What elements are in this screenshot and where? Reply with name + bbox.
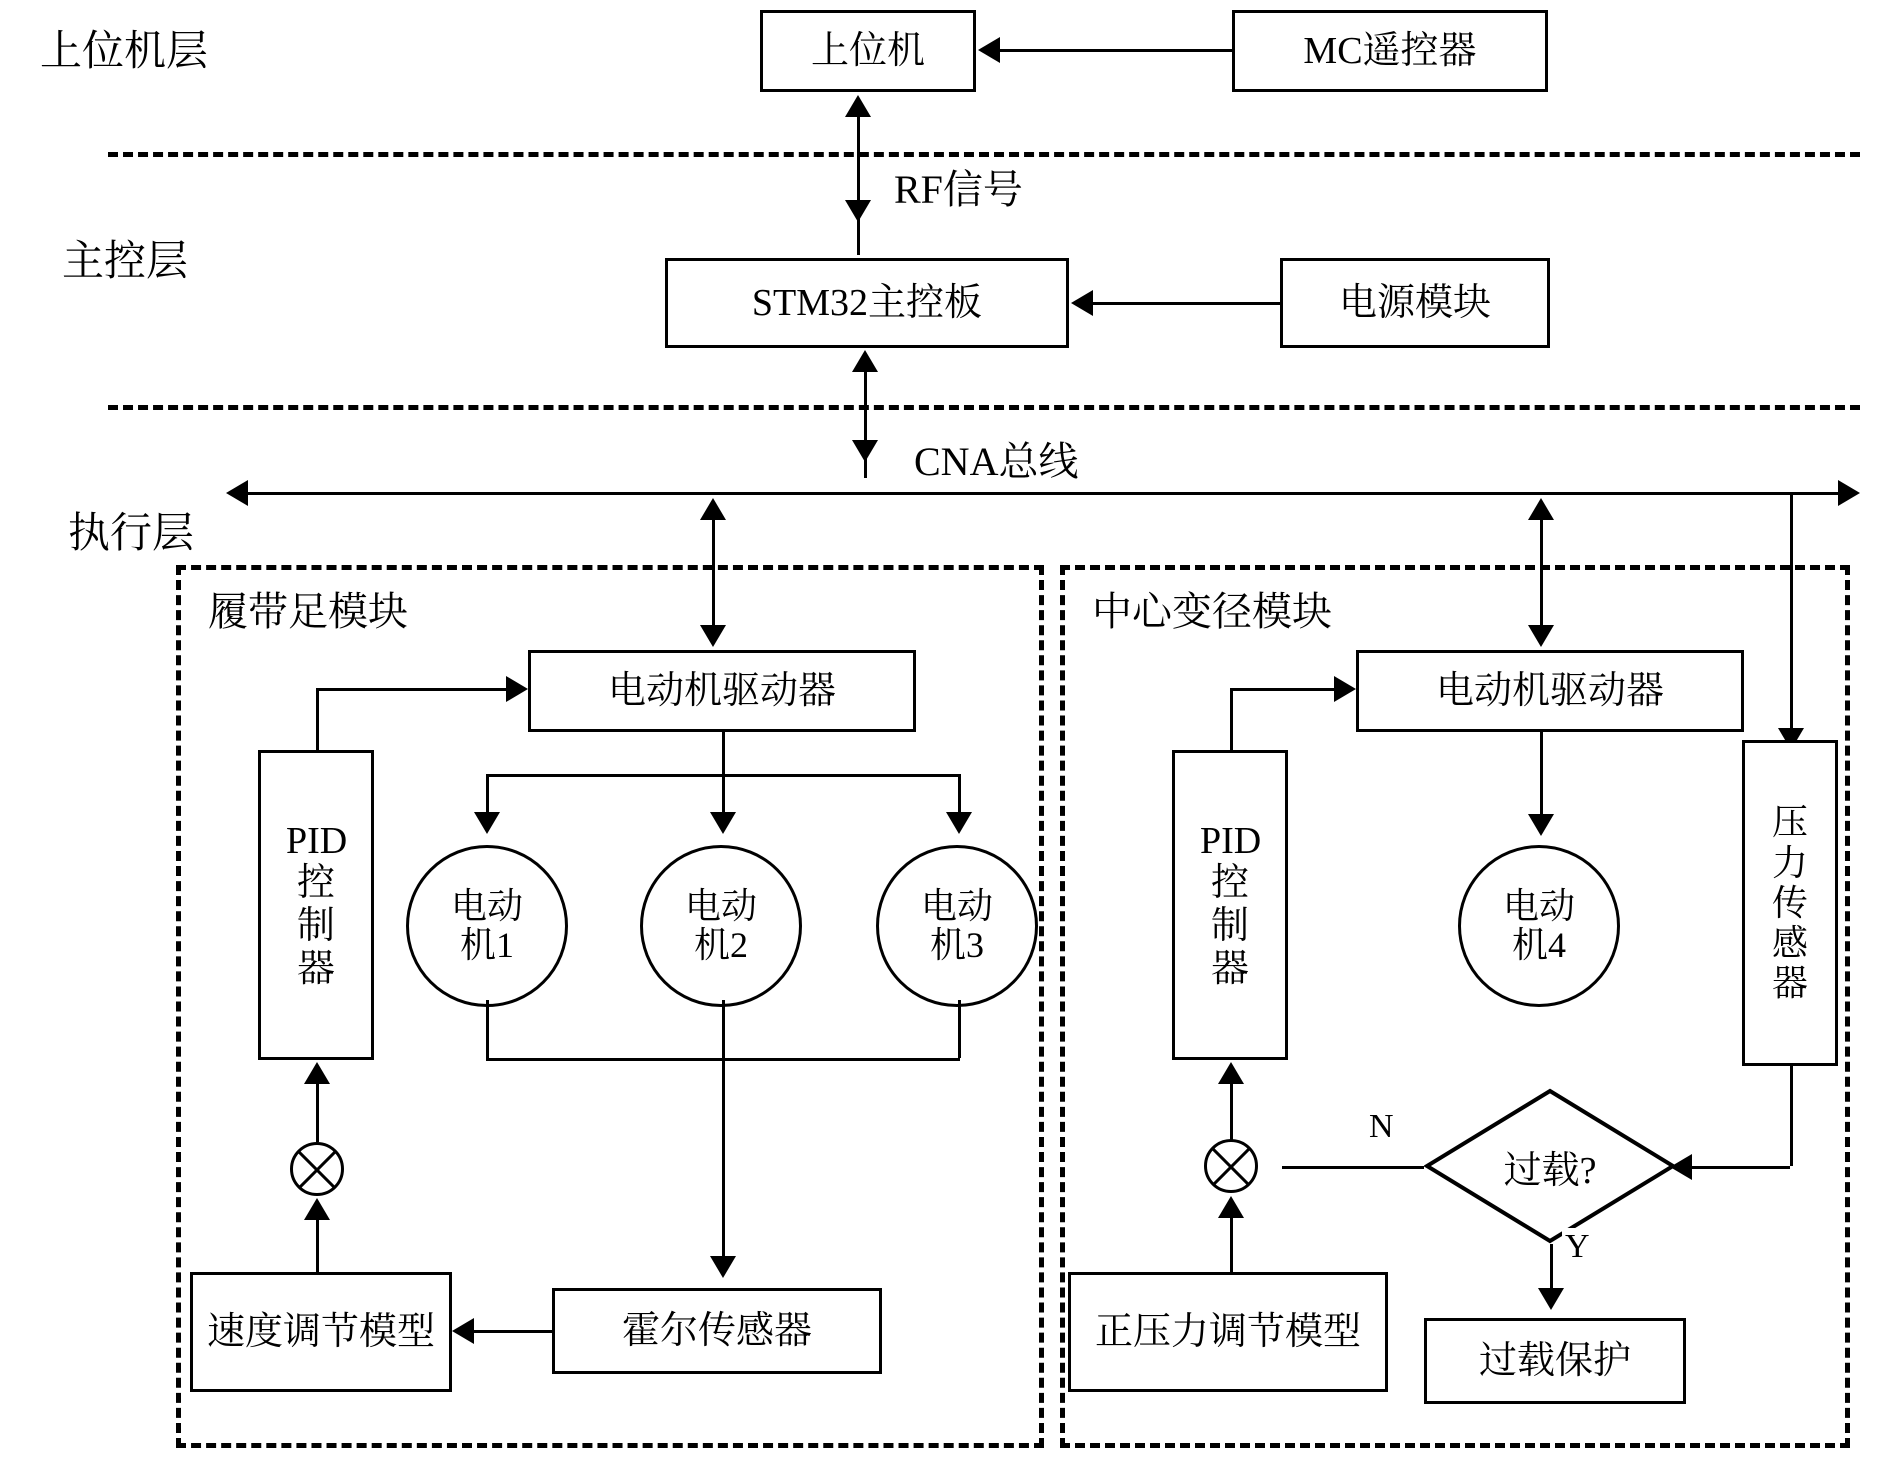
label-rf-signal: RF信号	[888, 158, 1029, 215]
motor-1-label: 电动机1	[450, 886, 523, 965]
circle-motor-2[interactable]	[640, 845, 802, 1007]
arrowhead-right-driver-to-motor4	[1528, 814, 1554, 836]
layer-divider-main-exec	[108, 405, 1860, 410]
arrowhead-bus-up	[852, 350, 878, 372]
arrowhead-left-motor3	[946, 812, 972, 834]
box-left-pid-controller[interactable]	[258, 750, 374, 1060]
decision-overload-label: 过载?	[1503, 1149, 1597, 1192]
module-label-center-diameter: 中心变径模块	[1092, 589, 1332, 634]
line-pressure-to-decision-v	[1790, 1066, 1793, 1166]
line-right-pid-to-driver	[1230, 688, 1334, 691]
decision-overload[interactable]	[1424, 1088, 1676, 1244]
line-can-bus-horizontal	[248, 492, 1838, 495]
arrowhead-left-motor1	[474, 812, 500, 834]
arrowhead-model-to-sum	[304, 1198, 330, 1220]
sum-junction-left	[290, 1142, 344, 1196]
box-overload-protection[interactable]: 过载保护	[1424, 1318, 1686, 1404]
line-power-to-mcu	[1093, 302, 1280, 305]
motor-4-label: 电动机4	[1502, 886, 1575, 965]
box-right-motor-driver[interactable]: 电动机驱动器	[1356, 650, 1744, 732]
line-sum-to-pid-right	[1230, 1080, 1233, 1140]
line-motor1-down	[486, 1000, 489, 1058]
line-sum-to-pid-left	[316, 1080, 319, 1142]
arrowhead-left-pid-to-driver	[506, 676, 528, 702]
arrowhead-sum-to-pid-left	[304, 1062, 330, 1084]
box-host-computer[interactable]: 上位机	[760, 10, 976, 92]
layer-label-upper: 上位机层	[40, 29, 209, 75]
layer-label-main: 主控层	[62, 239, 189, 285]
line-decision-no-to-sum	[1282, 1166, 1424, 1169]
line-left-pid-to-driver	[316, 688, 506, 691]
arrowhead-power-to-mcu	[1071, 290, 1093, 316]
box-pressure-sensor[interactable]	[1742, 740, 1838, 1066]
line-hall-to-model	[474, 1330, 552, 1333]
box-stm32-main-board[interactable]: STM32主控板	[665, 258, 1069, 348]
label-can-bus: CNA总线	[908, 430, 1084, 487]
sum-junction-right	[1204, 1139, 1258, 1193]
line-left-pid-up	[316, 688, 319, 750]
line-right-driver-to-motor4	[1540, 732, 1543, 824]
motor-3-label: 电动机3	[920, 886, 993, 965]
line-model-to-sum-right	[1230, 1214, 1233, 1274]
speed-model-label: 速度调节模型	[206, 1310, 435, 1353]
arrowhead-bus-down	[852, 440, 878, 462]
arrowhead-bus-right	[1838, 480, 1860, 506]
arrowhead-bus-left	[226, 480, 248, 506]
label-decision-yes: Y	[1562, 1228, 1593, 1266]
arrowhead-right-pid-to-driver	[1334, 676, 1356, 702]
line-right-pid-up	[1230, 688, 1233, 750]
line-model-to-sum	[316, 1216, 319, 1274]
box-mc-remote[interactable]: MC遥控器	[1232, 10, 1548, 92]
circle-motor-4[interactable]	[1458, 845, 1620, 1007]
right-pid-label: PID控制器	[1200, 819, 1262, 990]
line-rf-upper	[857, 115, 860, 255]
arrowhead-right-driver-up	[1528, 498, 1554, 520]
arrowhead-sum-to-pid-right	[1218, 1062, 1244, 1084]
layer-label-exec: 执行层	[68, 511, 195, 557]
left-pid-label: PID控制器	[286, 819, 348, 990]
module-label-track-foot: 履带足模块	[208, 589, 408, 634]
line-remote-to-host	[1000, 49, 1232, 52]
arrowhead-decision-yes	[1538, 1288, 1564, 1310]
motor-2-label: 电动机2	[684, 886, 757, 965]
line-pressure-to-decision-h	[1692, 1166, 1790, 1169]
arrowhead-left-driver-up	[700, 498, 726, 520]
arrowhead-motor-to-hall	[710, 1256, 736, 1278]
arrowhead-left-motor2	[710, 812, 736, 834]
arrowhead-rf-down	[845, 200, 871, 222]
arrowhead-rf-up	[845, 95, 871, 117]
arrowhead-hall-to-model	[452, 1318, 474, 1344]
box-left-motor-driver[interactable]: 电动机驱动器	[528, 650, 916, 732]
box-power-module[interactable]: 电源模块	[1280, 258, 1550, 348]
pressure-sensor-label: 压力传感器	[1771, 802, 1808, 1004]
line-motor3-down	[958, 1000, 961, 1058]
box-speed-model[interactable]	[190, 1272, 452, 1392]
circle-motor-1[interactable]	[406, 845, 568, 1007]
box-hall-sensor[interactable]: 霍尔传感器	[552, 1288, 882, 1374]
box-right-pid-controller[interactable]	[1172, 750, 1288, 1060]
normal-pressure-model-label: 正压力调节模型	[1094, 1310, 1361, 1353]
line-motor2-to-hall	[722, 1000, 725, 1268]
label-decision-no: N	[1366, 1108, 1397, 1146]
arrowhead-remote-to-host	[978, 37, 1000, 63]
arrowhead-model-to-sum-right	[1218, 1196, 1244, 1218]
line-left-driver-down	[722, 732, 725, 774]
layer-divider-upper-main	[108, 152, 1860, 157]
box-normal-pressure-model[interactable]	[1068, 1272, 1388, 1392]
circle-motor-3[interactable]	[876, 845, 1038, 1007]
